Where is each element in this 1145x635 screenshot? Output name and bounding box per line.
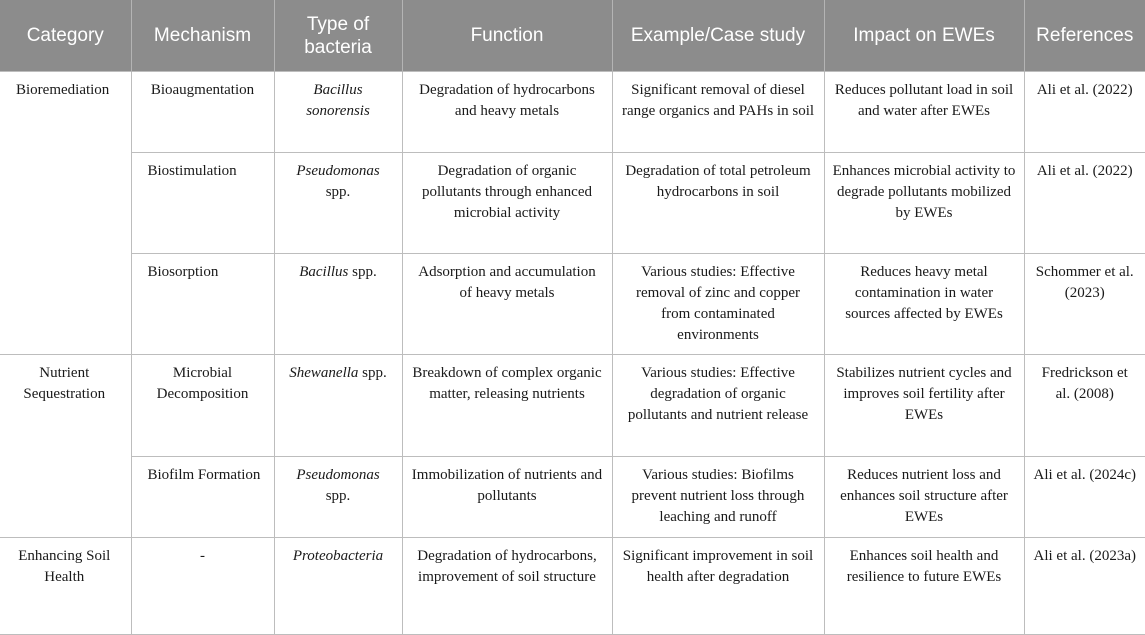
bacteria-name: Bacillus	[299, 264, 349, 280]
bacteria-name: Proteobacteria	[292, 548, 384, 564]
table-row	[0, 355, 1145, 457]
mechanism-cell: Biofilm Formation	[131, 457, 274, 538]
bacteria-name: Pseudomonas	[296, 467, 380, 483]
impact-cell: Reduces pollutant load in soil and water after EWEs	[824, 72, 1024, 153]
reference-cell: Fredrickson et al. (2008)	[1024, 355, 1145, 457]
header-function: Function	[402, 0, 612, 72]
mechanism-cell: Biosorption	[131, 254, 274, 355]
bacteria-suffix: spp.	[358, 365, 387, 381]
header-mechanism: Mechanism	[131, 0, 274, 72]
table-row	[0, 153, 1145, 254]
example-cell: Various studies: Effective degradation of organic pollutants and nutrient release	[612, 355, 824, 457]
function-cell: Immobilization of nutrients and pollutants	[402, 457, 612, 538]
reference-cell: Ali et al. (2024c)	[1024, 457, 1145, 538]
reference-cell: Schommer et al. (2023)	[1024, 254, 1145, 355]
bacteria-cell	[274, 355, 402, 457]
category-cell: Bioremediation	[0, 72, 131, 355]
example-cell: Significant improvement in soil health after degradation	[612, 538, 824, 635]
bacteria-name: Shewanella	[289, 365, 359, 381]
example-cell: Various studies: Effective removal of zinc and copper from contaminated environments	[612, 254, 824, 355]
bacteria-name: Pseudomonas	[296, 163, 380, 179]
bacteria-cell	[274, 457, 402, 538]
impact-cell: Stabilizes nutrient cycles and improves soil fertility after EWEs	[824, 355, 1024, 457]
impact-cell: Enhances microbial activity to degrade pollutants mobilized by EWEs	[824, 153, 1024, 254]
table-row	[0, 538, 1145, 635]
mechanism-cell: Bioaugmentation	[131, 72, 274, 153]
function-cell: Degradation of hydrocarbons, improvement of soil structure	[402, 538, 612, 635]
example-cell: Degradation of total petroleum hydrocarbons in soil	[612, 153, 824, 254]
bacteria-cell	[274, 254, 402, 355]
header-impact-on-ewes: Impact on EWEs	[824, 0, 1024, 72]
bacteria-suffix: spp.	[325, 184, 351, 200]
function-cell: Breakdown of complex organic matter, releasing nutrients	[402, 355, 612, 457]
bacteria-suffix: spp.	[348, 264, 377, 280]
bacteria-suffix: spp.	[325, 488, 351, 504]
table-row	[0, 72, 1145, 153]
function-cell: Degradation of organic pollutants through enhanced microbial activity	[402, 153, 612, 254]
bacteria-name: Bacillus sonorensis	[306, 82, 370, 119]
impact-cell: Reduces heavy metal contamination in water sources affected by EWEs	[824, 254, 1024, 355]
header-references: References	[1024, 0, 1145, 72]
header-example-case-study: Example/Case study	[612, 0, 824, 72]
bacteria-cell	[274, 153, 402, 254]
function-cell: Adsorption and accumulation of heavy metals	[402, 254, 612, 355]
reference-cell: Ali et al. (2022)	[1024, 153, 1145, 254]
header-category: Category	[0, 0, 131, 72]
table-header	[0, 0, 1145, 72]
reference-cell: Ali et al. (2023a)	[1024, 538, 1145, 635]
reference-cell: Ali et al. (2022)	[1024, 72, 1145, 153]
mechanism-cell: Microbial Decomposition	[131, 355, 274, 457]
table-row	[0, 254, 1145, 355]
function-cell: Degradation of hydrocarbons and heavy metals	[402, 72, 612, 153]
example-cell: Significant removal of diesel range organics and PAHs in soil	[612, 72, 824, 153]
impact-cell: Reduces nutrient loss and enhances soil structure after EWEs	[824, 457, 1024, 538]
mechanism-cell: -	[131, 538, 274, 635]
bacteria-cell	[274, 538, 402, 635]
header-type-of-bacteria: Type of bacteria	[274, 0, 402, 72]
table-body	[0, 72, 1145, 635]
impact-cell: Enhances soil health and resilience to future EWEs	[824, 538, 1024, 635]
mechanism-cell: Biostimulation	[131, 153, 274, 254]
bacteria-cell	[274, 72, 402, 153]
category-cell: Nutrient Sequestration	[0, 355, 131, 538]
example-cell: Various studies: Biofilms prevent nutrient loss through leaching and runoff	[612, 457, 824, 538]
table-row	[0, 457, 1145, 538]
header-row	[0, 0, 1145, 72]
category-cell: Enhancing Soil Health	[0, 538, 131, 635]
